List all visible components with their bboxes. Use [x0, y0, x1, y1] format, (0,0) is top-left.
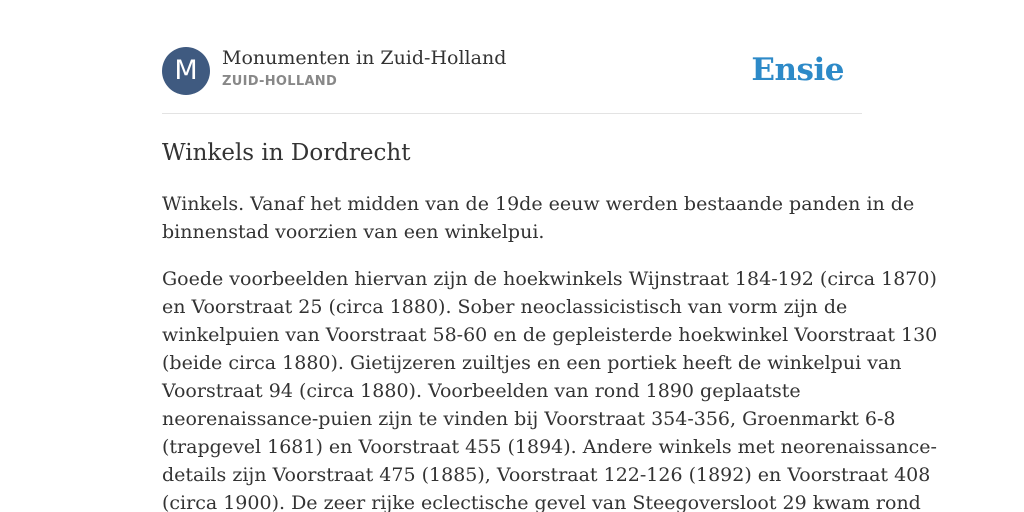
text-line: Winkels. Vanaf het midden van de 19de eeuw werden bestaande panden in de — [162, 193, 915, 215]
author-avatar[interactable]: M — [162, 47, 210, 95]
text-line: neorenaissance-puien zijn te vinden bij Voorstraat 354-356, Groenmarkt 6-8 — [162, 408, 896, 430]
article-header — [162, 46, 862, 96]
author-name[interactable]: Monumenten in Zuid-Holland — [222, 47, 507, 69]
header-divider — [162, 113, 862, 114]
text-line: (circa 1900). De zeer rijke eclectische gevel van Steegoversloot 29 kwam rond — [162, 492, 921, 512]
author-region: ZUID-HOLLAND — [222, 74, 338, 89]
paragraph — [162, 190, 915, 246]
text-line: en Voorstraat 25 (circa 1880). Sober neoclassicistisch van vorm zijn de — [162, 296, 848, 318]
text-line: winkelpuien van Voorstraat 58-60 en de gepleisterde hoekwinkel Voorstraat 130 — [162, 324, 938, 346]
text-line: Voorstraat 94 (circa 1880). Voorbeelden van rond 1890 geplaatste — [162, 380, 801, 402]
brand-logo[interactable]: Ensie — [751, 52, 844, 88]
article-body — [162, 190, 938, 512]
article-title: Winkels in Dordrecht — [162, 140, 411, 166]
text-line: details zijn Voorstraat 475 (1885), Voorstraat 122-126 (1892) en Voorstraat 408 — [162, 464, 931, 486]
text-line: (trapgevel 1681) en Voorstraat 455 (1894). Andere winkels met neorenaissance- — [162, 436, 937, 458]
text-line: Goede voorbeelden hiervan zijn de hoekwinkels Wijnstraat 184-192 (circa 1870) — [162, 268, 937, 290]
paragraph — [162, 265, 938, 512]
text-line: (beide circa 1880). Gietijzeren zuiltjes en een portiek heeft de winkelpui van — [162, 352, 902, 374]
text-line: binnenstad voorzien van een winkelpui. — [162, 221, 545, 243]
